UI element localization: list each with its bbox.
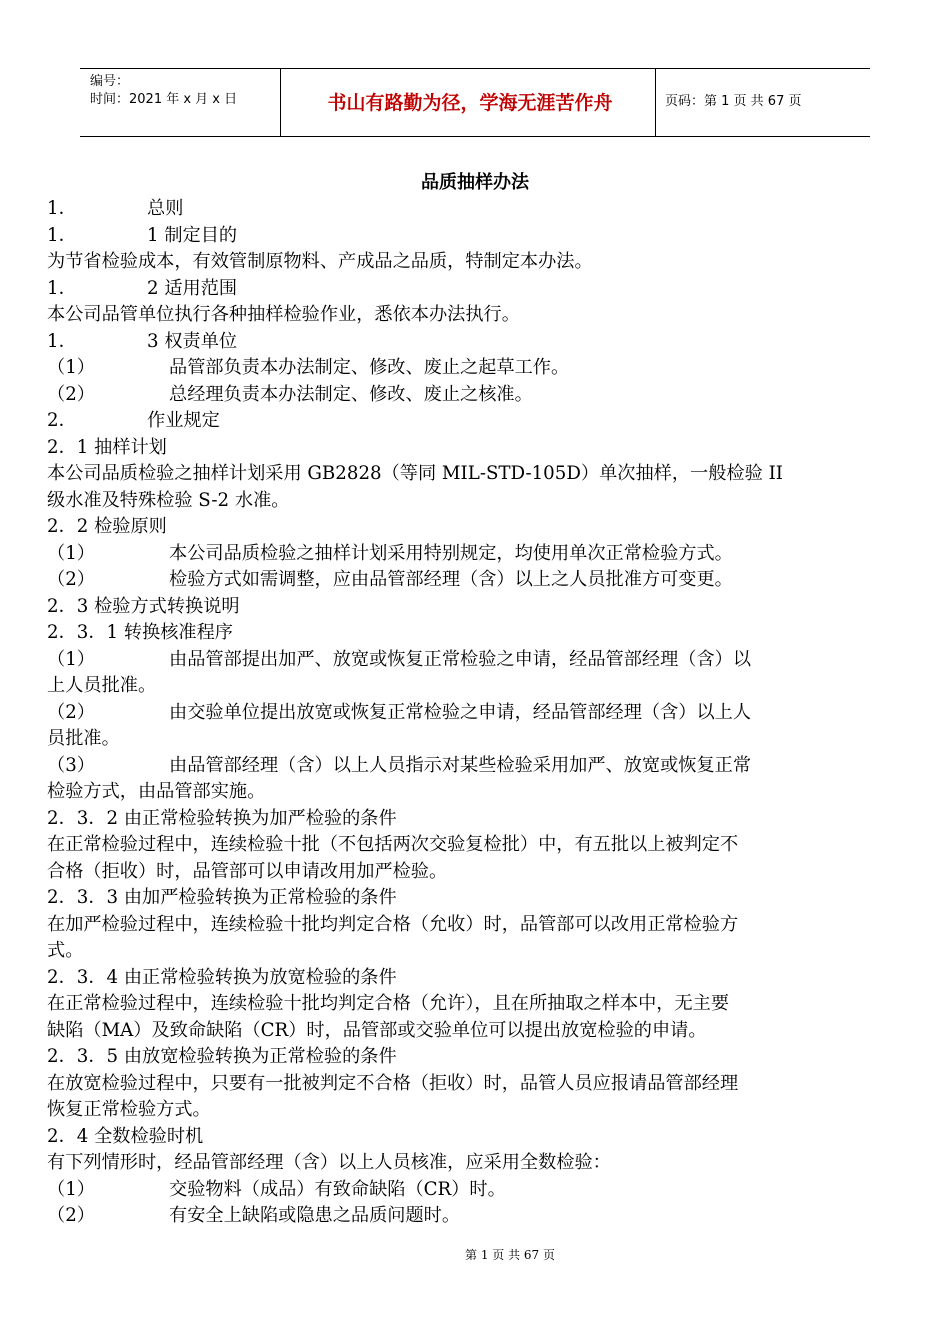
line-text: 2．3．1 转换核准程序	[47, 622, 233, 643]
line-text: 上人员批准。	[47, 675, 157, 696]
text-line	[47, 1177, 909, 1204]
line-text: 员批准。	[47, 728, 120, 749]
line-text: 2．2 检验原则	[47, 516, 167, 537]
item-marker: （1）	[47, 357, 95, 378]
text-line	[47, 965, 909, 992]
header-divider	[655, 69, 656, 136]
line-text: 2．3．3 由加严检验转换为正常检验的条件	[47, 887, 397, 908]
line-text: 1 制定目的	[147, 224, 238, 246]
line-text: 作业规定	[147, 410, 220, 431]
text-line	[47, 647, 909, 674]
text-line	[47, 594, 909, 621]
line-text: 检验方式如需调整，应由品管部经理（含）以上之人员批准方可变更。	[169, 569, 733, 590]
line-text: 总经理负责本办法制定、修改、废止之核准。	[169, 383, 533, 405]
text-line	[47, 1124, 909, 1151]
text-line	[47, 488, 909, 515]
text-line	[47, 408, 909, 435]
line-text: 在加严检验过程中，连续检验十批均判定合格（允收）时，品管部可以改用正常检验方	[47, 913, 739, 935]
text-line	[47, 514, 909, 541]
text-line	[47, 196, 909, 223]
page-footer: 第 1 页 共 67 页	[465, 1248, 555, 1262]
item-marker: （1）	[47, 648, 95, 670]
text-line	[47, 673, 909, 700]
section-number: 1．	[47, 330, 77, 352]
text-line	[47, 1071, 909, 1098]
text-line	[47, 249, 909, 276]
line-text: 3 权责单位	[147, 330, 238, 352]
item-marker: （2）	[47, 701, 95, 723]
item-marker: （2）	[47, 383, 95, 405]
text-line	[47, 726, 909, 753]
date-label: 时间：2021 年 x 月 x 日	[90, 92, 238, 107]
line-text: 2．1 抽样计划	[47, 436, 167, 458]
line-text: 级水准及特殊检验 S-2 水准。	[47, 489, 290, 511]
text-line	[47, 991, 909, 1018]
line-text: 品管部负责本办法制定、修改、废止之起草工作。	[169, 357, 570, 378]
line-text: 2．3．5 由放宽检验转换为正常检验的条件	[47, 1046, 397, 1067]
header-left-cell	[90, 73, 237, 109]
line-text: 2．3 检验方式转换说明	[47, 595, 240, 617]
line-text: 本公司品质检验之抽样计划采用特别规定，均使用单次正常检验方式。	[169, 542, 733, 564]
text-line	[47, 912, 909, 939]
line-text: 由品管部经理（含）以上人员指示对某些检验采用加严、放宽或恢复正常	[169, 754, 752, 776]
line-text: 有下列情形时，经品管部经理（含）以上人员核准，应采用全数检验：	[47, 1152, 611, 1173]
text-line	[47, 1203, 909, 1230]
section-number: 2．	[47, 410, 77, 431]
line-text: 合格（拒收）时，品管部可以申请改用加严检验。	[47, 860, 448, 882]
line-text: 2．3．2 由正常检验转换为加严检验的条件	[47, 807, 397, 829]
line-text: 由品管部提出加严、放宽或恢复正常检验之申请，经品管部经理（含）以	[169, 648, 752, 670]
header-divider	[280, 69, 281, 136]
line-text: 恢复正常检验方式。	[47, 1099, 211, 1120]
line-text: 为节省检验成本，有效管制原物料、产成品之品质，特制定本办法。	[47, 251, 593, 272]
text-line	[47, 382, 909, 409]
line-text: 式。	[47, 940, 84, 961]
text-line	[47, 806, 909, 833]
section-number: 1．	[47, 198, 77, 219]
text-line	[47, 435, 909, 462]
text-line	[47, 753, 909, 780]
text-line	[47, 541, 909, 568]
line-text: 有安全上缺陷或隐患之品质问题时。	[169, 1205, 461, 1226]
code-label: 编号：	[90, 74, 130, 89]
text-line	[47, 461, 909, 488]
document-header	[80, 68, 870, 137]
text-line	[47, 1044, 909, 1071]
text-line	[47, 832, 909, 859]
text-line	[47, 302, 909, 329]
line-text: 本公司品管单位执行各种抽样检验作业，悉依本办法执行。	[47, 304, 520, 325]
line-text: 由交验单位提出放宽或恢复正常检验之申请，经品管部经理（含）以上人	[169, 701, 752, 723]
item-marker: （1）	[47, 1178, 95, 1200]
header-motto: 书山有路勤为径，学海无涯苦作舟	[327, 92, 613, 114]
document-title: 品质抽样办法	[421, 172, 529, 193]
line-text: 总则	[147, 198, 184, 219]
line-text: 2 适用范围	[147, 277, 238, 299]
text-line	[47, 223, 909, 250]
text-line	[47, 329, 909, 356]
text-line	[47, 567, 909, 594]
text-line	[47, 620, 909, 647]
text-line	[47, 1097, 909, 1124]
line-text: 2．4 全数检验时机	[47, 1125, 204, 1147]
line-text: 在正常检验过程中，连续检验十批均判定合格（允许），且在所抽取之样本中，无主要	[47, 993, 730, 1014]
text-line	[47, 276, 909, 303]
text-line	[47, 1150, 909, 1177]
line-text: 检验方式，由品管部实施。	[47, 781, 266, 802]
item-marker: （2）	[47, 1205, 95, 1226]
section-number: 1．	[47, 277, 77, 299]
item-marker: （3）	[47, 754, 95, 776]
line-text: 交验物料（成品）有致命缺陷（CR）时。	[169, 1178, 506, 1200]
line-text: 缺陷（MA）及致命缺陷（CR）时，品管部或交验单位可以提出放宽检验的申请。	[47, 1019, 707, 1041]
line-text: 在放宽检验过程中，只要有一批被判定不合格（拒收）时，品管人员应报请品管部经理	[47, 1072, 739, 1094]
item-marker: （1）	[47, 542, 95, 564]
text-line	[47, 779, 909, 806]
line-text: 在正常检验过程中，连续检验十批（不包括两次交验复检批）中，有五批以上被判定不	[47, 834, 739, 855]
header-page-label: 页码：第 1 页 共 67 页	[665, 94, 802, 109]
text-line	[47, 700, 909, 727]
text-line	[47, 938, 909, 965]
document-body	[47, 196, 909, 1230]
line-text: 2．3．4 由正常检验转换为放宽检验的条件	[47, 966, 397, 988]
text-line	[47, 1018, 909, 1045]
text-line	[47, 885, 909, 912]
line-text: 本公司品质检验之抽样计划采用 GB2828（等同 MIL-STD-105D）单次抽样，一般检验 II	[47, 463, 783, 484]
item-marker: （2）	[47, 569, 95, 590]
section-number: 1．	[47, 224, 77, 246]
text-line	[47, 859, 909, 886]
text-line	[47, 355, 909, 382]
